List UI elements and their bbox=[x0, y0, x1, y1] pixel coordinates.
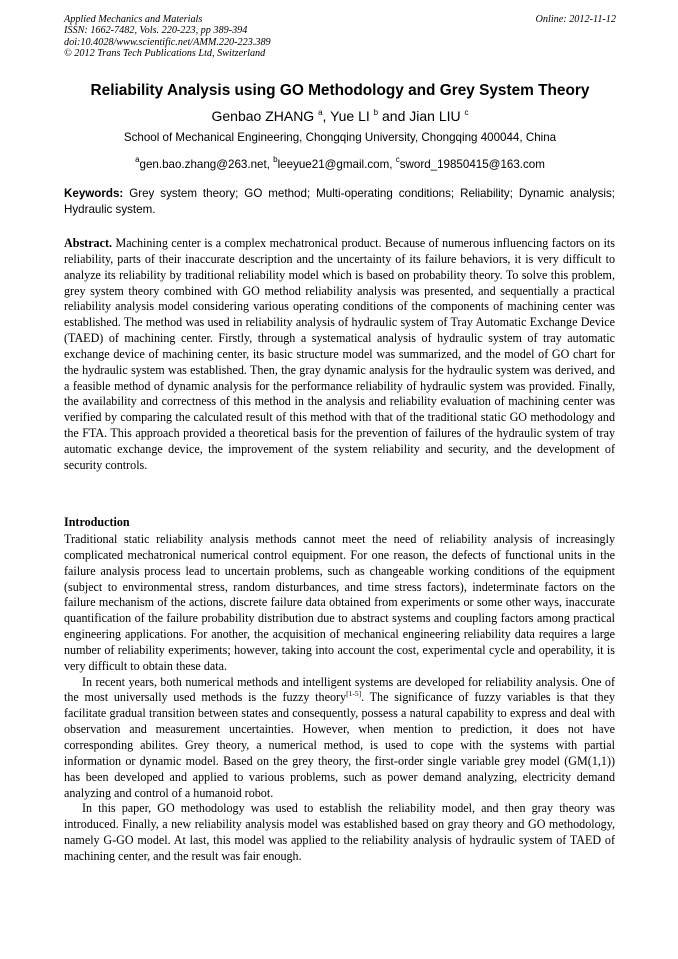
author-mark: a bbox=[318, 108, 323, 117]
intro-paragraph-2-text: In recent years, both numerical methods and intelligent systems are developed for reliability analysis. One of the most universally used methods is the fuzzy theory bbox=[64, 674, 615, 705]
abstract-text: Machining center is a complex mechatronical product. Because of numerous influencing factors on its reliability, parts of their inaccurate description and the uncertainty of its failure behaviors, it is very difficult to analyze its reliability by traditional reliability model which is based on probability theory. To solve this problem, grey system theory combined with GO method reliability analysis was presented, and sequentially a practical reliability analysis model considering various operating conditions of the components of machining center was established. The method was used in reliability analysis of hydraulic system of Tray Automatic Exchange Device (TAED) of machining center. Firstly, through a systematical analysis of hydraulic system of tray automatic exchange device of machining center, its basic structure model was summarized, and the model of GO chart for the hydraulic system was established. Then, the gray dynamic analysis for the hydraulic system was derived, and a feasible method of dynamic analysis for the performance reliability of hydraulic system was provided. Finally, the availability and correctness of this method in the analysis and reliability evaluation of machining center was verified by comparing the calculated result of this method with that of the traditional static GO methodology and the FTA. This approach provided a theoretical basis for the prevention of failures of the hydraulic system of tray automatic exchange device, the improvement of the system reliability and security, and the development of security controls. bbox=[64, 236, 616, 472]
doi-line[interactable]: doi:10.4028/www.scientific.net/AMM.220-223.389 bbox=[64, 36, 271, 48]
journal-name: Applied Mechanics and Materials bbox=[64, 14, 203, 25]
keywords-text: Grey system theory; GO method; Multi-operating conditions; Reliability; Dynamic analysis; Hydraulic system. bbox=[64, 187, 615, 216]
email-link[interactable]: gen.bao.zhang@263.net bbox=[139, 158, 267, 171]
author-separator: and bbox=[382, 108, 406, 124]
intro-paragraph-2 bbox=[64, 675, 615, 802]
intro-paragraph-2-rest: . The significance of fuzzy variables is that they facilitate gradual transition between states and consequently, possess a natural capability to express and deal with observation and measurement uncertainties. However, when mention to prediction, it does not have corresponding abilites. Grey theory, a numerical method, is used to cope with the systems with partial information or dynamic model. Based on the grey theory, the first-order single variable grey model (GM(1,1)) has been developed and applied to various problems, such as power demand analyzing, electricity demand analyzing and control of a humanoid robot. bbox=[64, 690, 616, 800]
keywords-label: Keywords: bbox=[64, 187, 124, 200]
paper-title: Reliability Analysis using GO Methodology and Grey System Theory bbox=[90, 82, 590, 99]
email-mark: c bbox=[395, 155, 400, 164]
author-mark: b bbox=[373, 108, 379, 117]
journal-header bbox=[64, 14, 616, 60]
introduction-body bbox=[64, 532, 615, 865]
email-list: $^a$gen.bao.zhang@263.net, $^b$leeyue21@gmail.com, $^c$sword_19850415@163.com bbox=[135, 155, 545, 171]
author-name: Yue LI bbox=[330, 108, 370, 124]
abstract bbox=[64, 236, 615, 474]
abstract-label: Abstract. bbox=[64, 236, 113, 250]
email-link[interactable]: leeyue21@gmail.com bbox=[277, 158, 390, 171]
affiliation: School of Mechanical Engineering, Chongqing University, Chongqing 400044, China bbox=[123, 131, 557, 144]
citation-ref[interactable]: [1-5] bbox=[346, 689, 362, 699]
online-date: Online: 2012-11-12 bbox=[535, 14, 616, 25]
author-name: Genbao ZHANG bbox=[211, 108, 315, 124]
issn-line: ISSN: 1662-7482, Vols. 220-223, pp 389-394 bbox=[64, 25, 248, 37]
author-mark: c bbox=[464, 108, 469, 117]
email-link[interactable]: sword_19850415@163.com bbox=[399, 158, 545, 171]
author-name: Jian LIU bbox=[409, 108, 461, 124]
section-heading-introduction: Introduction bbox=[64, 515, 130, 529]
keywords bbox=[64, 186, 615, 217]
author-list bbox=[64, 103, 616, 126]
intro-paragraph-3: In this paper, GO methodology was used to establish the reliability model, and then gray theory was introduced. Finally, a new reliability analysis model was established based on gray theory and GO methodology, namely G-GO model. At last, this model was applied to the reliability analysis of hydraulic system of TAED of machining center, and the result was fair enough. bbox=[64, 801, 615, 863]
intro-paragraph-1: Traditional static reliability analysis methods cannot meet the need of reliability analysis of increasingly complicated mechatronical numerical control equipment. For one reason, the defects of functional units in the failure analysis process lead to uncertain problems, such as changeable working conditions of the equipment (subject to environmental stress, random disturbances, and time stress factors), indeterminate factors on the failure mechanism of the actions, discrete failure data obtained from experiments or some other ways, inaccurate quantification of the failure probability distribution due to abstract systems and coupling factors among practical engineering applications. For another, the acquisition of mechanical engineering reliability data requires a large number of reliability experiments; however, taking into account the cost, experimental cycle and operability, it is very difficult to obtain these data. bbox=[64, 532, 615, 673]
email-mark: a bbox=[135, 155, 140, 164]
email-mark: b bbox=[273, 155, 278, 164]
author-separator: , bbox=[322, 108, 327, 124]
copyright-line: © 2012 Trans Tech Publications Ltd, Switzerland bbox=[64, 48, 266, 60]
